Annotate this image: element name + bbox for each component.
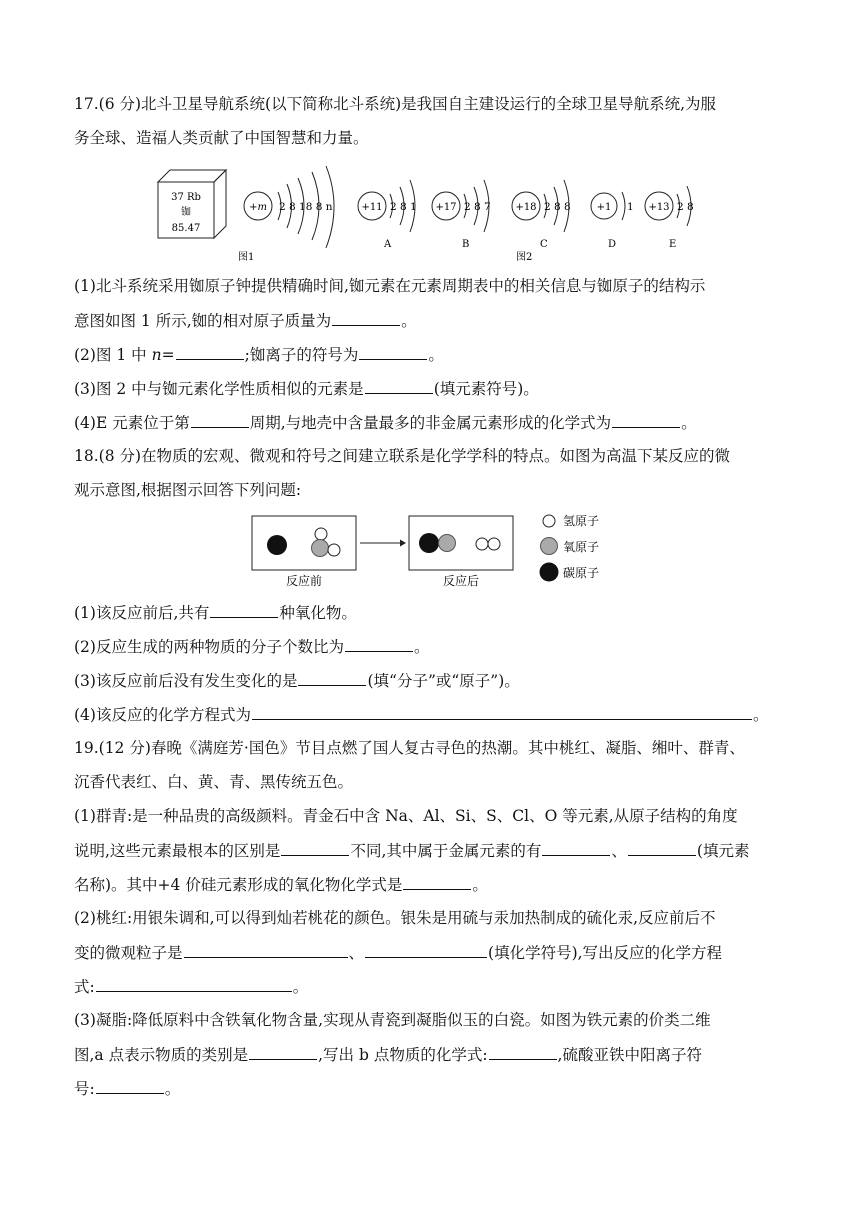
atom-b-label: B bbox=[462, 239, 470, 250]
q18-part2-line bbox=[74, 636, 429, 657]
q19-part3-ion-blank[interactable] bbox=[96, 1078, 164, 1094]
q17-part2-ion-blank[interactable] bbox=[359, 344, 427, 360]
q19-part2-text: 变的微观粒子是 bbox=[74, 944, 183, 962]
q17-part1-end: 。 bbox=[401, 312, 417, 330]
q17-part1-line1: (1)北斗系统采用铷原子钟提供精确时间,铷元素在元素周期表中的相关信息与铷原子的结构示 bbox=[74, 277, 706, 295]
q17-part2-line bbox=[74, 344, 444, 365]
legend-hydrogen-icon bbox=[543, 515, 555, 527]
q17-part2-text: (2)图 1 中 bbox=[74, 346, 152, 364]
reaction-microscopic-figure bbox=[248, 508, 628, 592]
q18-part4-text: (4)该反应的化学方程式为 bbox=[74, 706, 251, 724]
q19-part2-line3 bbox=[74, 976, 308, 997]
q18-part2-end: 。 bbox=[413, 638, 430, 656]
q17-part4-end: 。 bbox=[681, 414, 697, 432]
atom-e-diagram bbox=[645, 186, 694, 250]
atom-d-label: D bbox=[608, 239, 617, 250]
q17-part1-answer-blank[interactable] bbox=[332, 310, 400, 326]
q17-intro-line1: 17.(6 分)北斗卫星导航系统(以下简称北斗系统)是我国自主建设运行的全球卫星导航系统,为服 bbox=[74, 95, 717, 113]
atom-e-shells: 2 8 bbox=[677, 201, 694, 213]
q19-part1-end: (填元素 bbox=[696, 842, 750, 860]
q18-part1-text: (1)该反应前后,共有 bbox=[74, 604, 210, 622]
q19-part1-sep: 、 bbox=[611, 842, 627, 860]
atom-d-diagram bbox=[591, 192, 634, 250]
atom-e-nucleus: +13 bbox=[648, 202, 670, 213]
legend-hydrogen-label: 氢原子 bbox=[563, 514, 600, 528]
legend-oxygen-icon bbox=[541, 538, 558, 555]
hydrogen-atom bbox=[476, 538, 488, 550]
q17-part2-end: 。 bbox=[428, 346, 444, 364]
rb-atom-diagram bbox=[244, 166, 334, 248]
q19-part1-line2 bbox=[74, 840, 749, 861]
q18-part2-answer-blank[interactable] bbox=[345, 636, 413, 652]
atom-e-label: E bbox=[669, 239, 677, 250]
q17-part1-text: 意图如图 1 所示,铷的相对原子质量为 bbox=[74, 312, 332, 330]
atom-c-label: C bbox=[540, 239, 548, 250]
q19-part3-ion-end: 。 bbox=[164, 1080, 181, 1098]
atom-b-nucleus: +17 bbox=[435, 202, 457, 213]
q18-part3-answer-blank[interactable] bbox=[298, 670, 366, 686]
q19-part3-line3 bbox=[74, 1078, 180, 1099]
q18-intro-line1: 18.(8 分)在物质的宏观、微观和符号之间建立联系是化学学科的特点。如图为高温下某反应的微 bbox=[74, 447, 731, 465]
legend-carbon-label: 碳原子 bbox=[563, 566, 600, 580]
oxygen-atom bbox=[312, 540, 329, 557]
q19-part3-end: ,硫酸亚铁中阳离子符 bbox=[557, 1046, 702, 1064]
fig2-label: 图2 bbox=[516, 252, 533, 263]
carbon-atom bbox=[267, 535, 287, 555]
q19-part1-line3 bbox=[74, 874, 488, 895]
q17-part4-line bbox=[74, 412, 697, 433]
q19-part3-mid: ,写出 b 点物质的化学式: bbox=[318, 1046, 488, 1064]
q17-part4-formula-blank[interactable] bbox=[612, 412, 680, 428]
q18-part1-line bbox=[74, 602, 357, 623]
q19-part2-particle1-blank[interactable] bbox=[184, 942, 348, 958]
q17-part2-var: n bbox=[151, 346, 162, 364]
rb-shells: 2 8 18 8 n bbox=[279, 201, 333, 213]
q17-part3-answer-blank[interactable] bbox=[365, 378, 433, 394]
atom-a-shells: 2 8 1 bbox=[390, 201, 417, 213]
rb-cell-name: 铷 bbox=[181, 207, 191, 218]
q17-intro-line2: 务全球、造福人类贡献了中国智慧和力量。 bbox=[74, 129, 369, 147]
legend-carbon-icon bbox=[540, 563, 559, 582]
q19-part3-text: 图,a 点表示物质的类别是 bbox=[74, 1046, 249, 1064]
q17-part3-text: (3)图 2 中与铷元素化学性质相似的元素是 bbox=[74, 380, 364, 398]
atom-d-shells: 1 bbox=[627, 201, 634, 213]
q17-part2-eq: = bbox=[161, 346, 175, 364]
q19-part1-oxide-text: 名称)。其中+4 价硅元素形成的氧化物化学式是 bbox=[74, 876, 403, 894]
q17-part4-period-blank[interactable] bbox=[191, 412, 249, 428]
q18-part3-text: (3)该反应前后没有发生变化的是 bbox=[74, 672, 298, 690]
q19-part2-eq-text: 式: bbox=[74, 978, 95, 996]
hydrogen-atom bbox=[488, 538, 500, 550]
q18-part4-line bbox=[74, 704, 768, 725]
q19-part3-line1: (3)凝脂:降低原料中含铁氧化物含量,实现从青瓷到凝脂似玉的白瓷。如图为铁元素的价类二维 bbox=[74, 1011, 711, 1029]
q19-part3-formula-blank[interactable] bbox=[489, 1044, 557, 1060]
q19-part1-text: 说明,这些元素最根本的区别是 bbox=[74, 842, 281, 860]
q17-part1-line2 bbox=[74, 310, 417, 331]
before-label: 反应前 bbox=[285, 574, 323, 588]
atom-c-shells: 2 8 8 bbox=[544, 201, 571, 213]
q19-part3-line2 bbox=[74, 1044, 702, 1065]
q18-part1-answer-blank[interactable] bbox=[210, 602, 278, 618]
q18-part1-end: 种氧化物。 bbox=[279, 604, 357, 622]
rb-element-cell bbox=[158, 170, 226, 238]
hydrogen-atom bbox=[328, 544, 340, 556]
q19-part1-diff-blank[interactable] bbox=[281, 840, 349, 856]
q17-part2-mid: ;铷离子的符号为 bbox=[244, 346, 359, 364]
q18-part3-line bbox=[74, 670, 520, 691]
q19-part2-equation-blank[interactable] bbox=[96, 976, 292, 992]
q19-part2-particle2-blank[interactable] bbox=[365, 942, 487, 958]
atomic-structure-figure bbox=[150, 162, 720, 266]
q19-part2-line1: (2)桃红:用银朱调和,可以得到灿若桃花的颜色。银朱是用硫与汞加热制成的硫化汞,反应前后不 bbox=[74, 909, 716, 927]
q19-part1-oxide-end: 。 bbox=[472, 876, 488, 894]
carbon-atom bbox=[419, 533, 439, 553]
fig1-label: 图1 bbox=[238, 252, 255, 263]
q19-part2-line2 bbox=[74, 942, 722, 963]
q17-part3-line bbox=[74, 378, 539, 399]
atom-a-label: A bbox=[384, 239, 392, 250]
q19-part1-mid: 不同,其中属于金属元素的有 bbox=[350, 842, 542, 860]
rb-nucleus: +m bbox=[249, 202, 267, 213]
q19-part2-end: (填化学符号),写出反应的化学方程 bbox=[488, 944, 723, 962]
q17-part2-n-blank[interactable] bbox=[176, 344, 244, 360]
q19-intro-line1: 19.(12 分)春晚《满庭芳·国色》节目点燃了国人复古寻色的热潮。其中桃红、凝脂、缃叶、群青、 bbox=[74, 739, 745, 757]
q19-part1-metal1-blank[interactable] bbox=[542, 840, 610, 856]
after-label: 反应后 bbox=[442, 574, 480, 588]
q18-part4-equation-blank[interactable] bbox=[252, 704, 752, 720]
q19-part1-line1: (1)群青:是一种品贵的高级颜料。青金石中含 Na、Al、Si、S、Cl、O 等元素,从原子结构的角度 bbox=[74, 807, 738, 825]
oxygen-atom bbox=[439, 535, 456, 552]
atom-a-diagram bbox=[358, 180, 417, 250]
atom-b-diagram bbox=[432, 180, 491, 250]
q19-part3-ion-text: 号: bbox=[74, 1080, 95, 1098]
rb-cell-mass: 85.47 bbox=[171, 223, 201, 234]
q19-part1-metal2-blank[interactable] bbox=[628, 840, 696, 856]
atom-c-nucleus: +18 bbox=[515, 202, 537, 213]
q17-part4-mid: 周期,与地壳中含量最多的非金属元素形成的化学式为 bbox=[249, 414, 612, 432]
legend-oxygen-label: 氧原子 bbox=[563, 540, 600, 554]
atom-c-diagram bbox=[512, 180, 571, 250]
q17-part4-text: (4)E 元素位于第 bbox=[74, 414, 190, 432]
q18-intro-line2: 观示意图,根据图示回答下列问题: bbox=[74, 481, 302, 499]
atom-d-nucleus: +1 bbox=[596, 202, 612, 213]
hydrogen-atom bbox=[315, 528, 327, 540]
q19-part3-category-blank[interactable] bbox=[249, 1044, 317, 1060]
q18-part3-end: (填“分子”或“原子”)。 bbox=[367, 672, 520, 690]
q19-intro-line2: 沉香代表红、白、黄、青、黑传统五色。 bbox=[74, 773, 354, 791]
q17-part3-end: (填元素符号)。 bbox=[433, 380, 539, 398]
q18-part2-text: (2)反应生成的两种物质的分子个数比为 bbox=[74, 638, 344, 656]
q19-part2-eq-end: 。 bbox=[292, 978, 309, 996]
atom-a-nucleus: +11 bbox=[361, 202, 383, 213]
q19-part2-sep: 、 bbox=[348, 944, 365, 962]
q19-part1-oxide-blank[interactable] bbox=[403, 874, 471, 890]
q18-part4-end: 。 bbox=[752, 706, 769, 724]
rb-cell-number: 37 Rb bbox=[171, 192, 201, 203]
atom-b-shells: 2 8 7 bbox=[464, 201, 491, 213]
